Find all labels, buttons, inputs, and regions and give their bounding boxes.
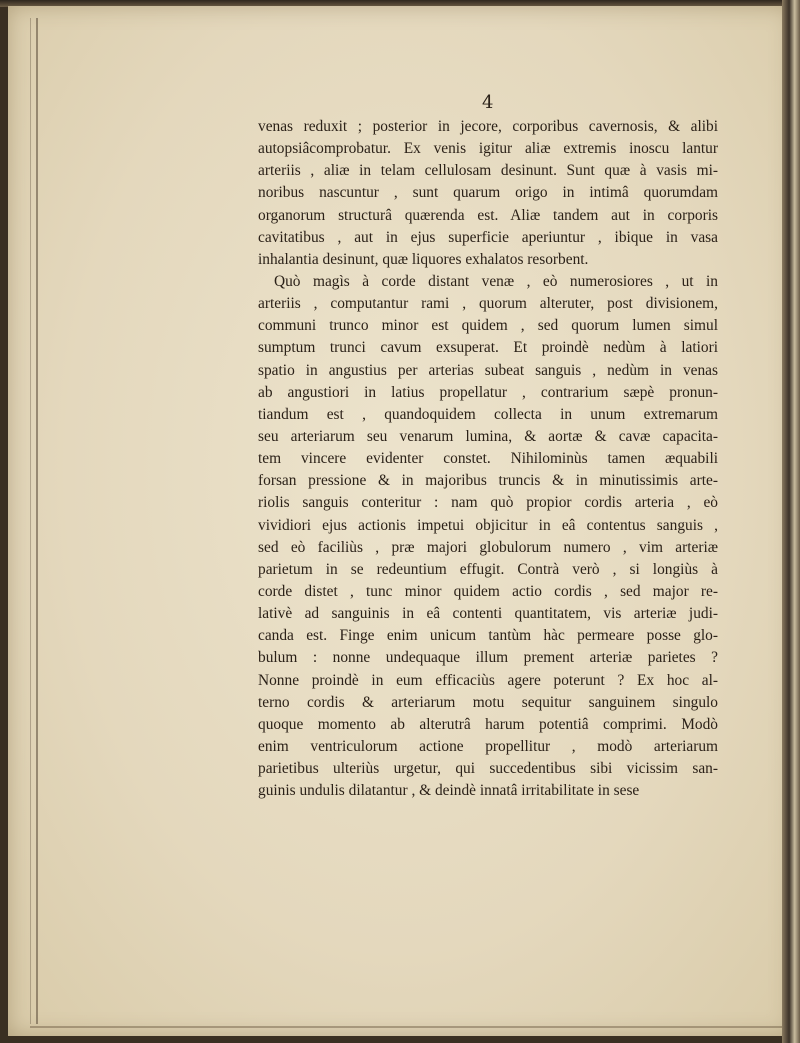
text-line: riolis sanguis conteritur : nam quò propior cordis arteria , eò: [258, 494, 718, 512]
book-spine-edge: [782, 0, 800, 1043]
left-margin-rule: [36, 18, 38, 1024]
text-line: canda est. Finge enim unicum tantùm hàc permeare posse glo-: [258, 627, 718, 645]
text-line: organorum structurâ quærenda est. Aliæ tandem aut in corporis: [258, 206, 718, 224]
text-line: corde distet , tunc minor quidem actio cordis , sed major re-: [258, 582, 718, 600]
text-line: tiandum est , quandoquidem collecta in unum extremarum: [258, 405, 718, 423]
text-line: parietum in se redeuntium effugit. Contrà verò , si longiùs à: [258, 560, 718, 578]
book-page: [8, 6, 792, 1036]
text-line: communi trunco minor est quidem , sed quorum lumen simul: [258, 317, 718, 335]
text-line: seu arteriarum seu venarum lumina, & aortæ & cavæ capacita-: [258, 427, 718, 445]
text-line: Quò magìs à corde distant venæ , eò numerosiores , ut in: [274, 272, 718, 290]
left-margin-rule-outer: [30, 18, 31, 1024]
text-line: arteriis , computantur rami , quorum alteruter, post divisionem,: [258, 295, 718, 313]
text-line: quoque momento ab alterutrâ harum potentiâ comprimi. Modò: [258, 715, 718, 733]
text-line: noribus nascuntur , sunt quarum origo in intimâ quorumdam: [258, 184, 718, 202]
text-line: bulum : nonne undequaque illum prement arteriæ parietes ?: [258, 649, 718, 667]
bottom-margin-rule: [30, 1026, 790, 1028]
text-line: ab angustiori in latius propellatur , contrarium sæpè pronun-: [258, 383, 718, 401]
body-text: [258, 116, 718, 802]
text-line: venas reduxit ; posterior in jecore, corporibus cavernosis, & alibi: [258, 118, 718, 135]
text-line: vividiori ejus actionis impetui objicitur in eâ contentus sanguis ,: [258, 516, 718, 534]
text-line: inhalantia desinunt, quæ liquores exhalatos resorbent.: [258, 250, 589, 268]
text-line: parietibus ulteriùs urgetur, qui succedentibus sibi vicissim san-: [258, 760, 718, 778]
text-line: terno cordis & arteriarum motu sequitur sanguinem singulo: [258, 693, 718, 711]
text-line: lativè ad sanguinis in eâ contenti quantitatem, vis arteriæ judi-: [258, 605, 718, 623]
text-line: tem vincere evidenter constet. Nihilominùs tamen æquabili: [258, 450, 718, 468]
text-line: guinis undulis dilatantur , & deindè innatâ irritabilitate in sese: [258, 782, 640, 800]
text-line: arteriis , aliæ in telam cellulosam desinunt. Sunt quæ à vasis mi-: [258, 162, 718, 180]
text-line: sumptum trunci cavum exsuperat. Et proindè nedùm à latiori: [258, 339, 718, 357]
text-line: spatio in angustius per arterias subeat sanguis , nedùm in venas: [258, 361, 718, 379]
text-line: autopsiâcomprobatur. Ex venis igitur aliæ extremis inoscu lantur: [258, 140, 718, 158]
text-line: enim ventriculorum actione propellitur , modò arteriarum: [258, 737, 718, 755]
text-line: sed eò faciliùs , præ majori globulorum numero , vim arteriæ: [258, 538, 718, 556]
text-line: Nonne proindè in eum efficaciùs agere poterunt ? Ex hoc al-: [258, 671, 718, 689]
text-line: cavitatibus , aut in ejus superficie aperiuntur , ibique in vasa: [258, 228, 718, 246]
text-line: forsan pressione & in majoribus truncis & in minutissimis arte-: [258, 472, 718, 490]
page-number: 4: [482, 92, 494, 113]
